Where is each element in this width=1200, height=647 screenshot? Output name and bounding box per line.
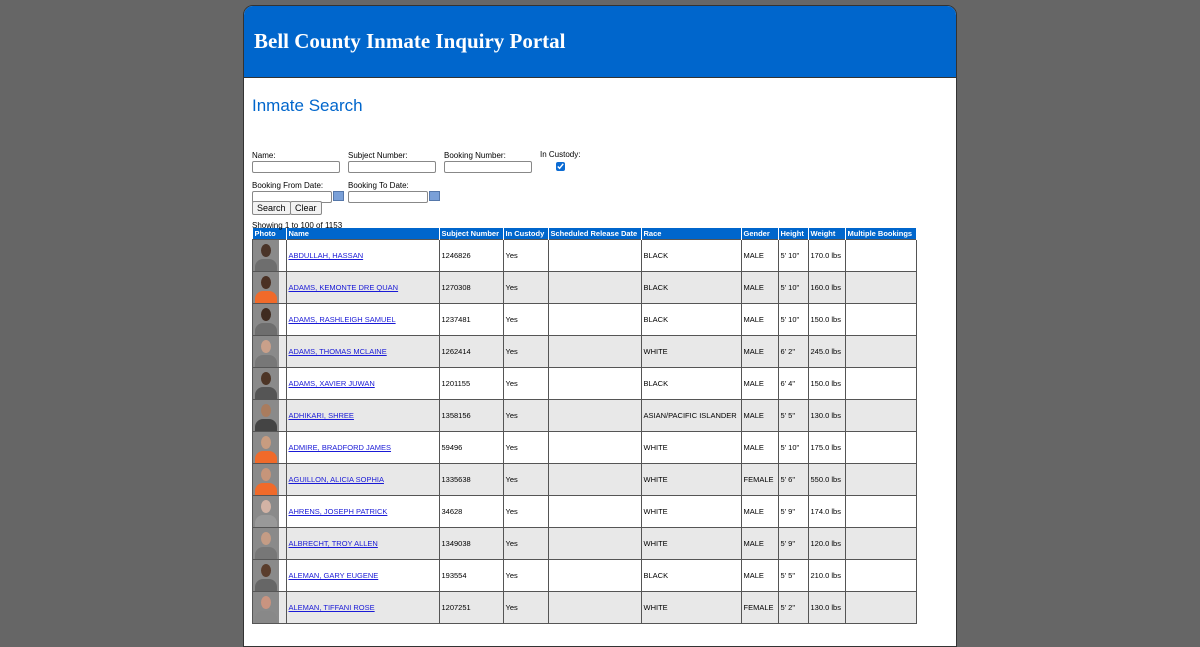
race-cell bbox=[641, 240, 741, 272]
race-cell bbox=[641, 272, 741, 304]
height-cell bbox=[778, 336, 808, 368]
subject-cell bbox=[439, 368, 503, 400]
subject-value: 59496 bbox=[441, 443, 463, 452]
head bbox=[261, 596, 271, 609]
photo-cell bbox=[253, 432, 287, 464]
custody-value: Yes bbox=[505, 507, 518, 516]
inmate-name-link[interactable]: ADAMS, XAVIER JUWAN bbox=[288, 379, 375, 388]
release-cell bbox=[548, 528, 641, 560]
photo-cell bbox=[253, 560, 287, 592]
weight-cell bbox=[808, 496, 845, 528]
inmate-name-link[interactable]: ALEMAN, GARY EUGENE bbox=[288, 571, 379, 580]
custody-value: Yes bbox=[505, 379, 518, 388]
race-value: ASIAN/PACIFIC ISLANDER bbox=[643, 411, 737, 420]
weight-value: 245.0 lbs bbox=[810, 347, 841, 356]
inmate-name-link[interactable]: AGUILLON, ALICIA SOPHIA bbox=[288, 475, 384, 484]
table-row bbox=[253, 528, 917, 560]
head bbox=[261, 340, 271, 353]
subject-cell bbox=[439, 528, 503, 560]
subject-value: 1358156 bbox=[441, 411, 471, 420]
weight-value: 175.0 lbs bbox=[810, 443, 841, 452]
inmate-name-link[interactable]: ABDULLAH, HASSAN bbox=[288, 251, 364, 260]
inmate-name-link[interactable]: ADAMS, RASHLEIGH SAMUEL bbox=[288, 315, 396, 324]
photo-cell bbox=[253, 368, 287, 400]
column-header: Name bbox=[286, 228, 439, 240]
weight-cell bbox=[808, 400, 845, 432]
in-custody-checkbox[interactable] bbox=[556, 162, 565, 171]
subject-cell bbox=[439, 400, 503, 432]
header-banner bbox=[244, 6, 956, 78]
calendar-icon[interactable] bbox=[333, 191, 344, 201]
weight-cell bbox=[808, 336, 845, 368]
subject-number-label: Subject Number: bbox=[348, 151, 408, 160]
gender-cell bbox=[741, 240, 778, 272]
inmate-photo[interactable] bbox=[253, 304, 279, 335]
inmate-photo[interactable] bbox=[253, 368, 279, 399]
gender-cell bbox=[741, 400, 778, 432]
head bbox=[261, 308, 271, 321]
gender-value: MALE bbox=[743, 571, 764, 580]
inmate-photo[interactable] bbox=[253, 272, 279, 303]
booking-to-date-input[interactable] bbox=[348, 191, 428, 203]
subject-value: 193554 bbox=[441, 571, 467, 580]
weight-cell bbox=[808, 272, 845, 304]
multiple-cell bbox=[845, 400, 916, 432]
height-value: 5' 9" bbox=[780, 507, 796, 516]
multiple-cell bbox=[845, 368, 916, 400]
inmate-name-link[interactable]: ADMIRE, BRADFORD JAMES bbox=[288, 443, 392, 452]
name-cell bbox=[286, 336, 439, 368]
inmate-photo[interactable] bbox=[253, 496, 279, 527]
race-value: BLACK bbox=[643, 379, 669, 388]
name-cell bbox=[286, 432, 439, 464]
subject-value: 1335638 bbox=[441, 475, 471, 484]
gender-cell bbox=[741, 272, 778, 304]
shirt bbox=[255, 451, 277, 463]
weight-value: 150.0 lbs bbox=[810, 379, 841, 388]
table-row bbox=[253, 240, 917, 272]
in-custody-label: In Custody: bbox=[540, 150, 581, 159]
race-cell bbox=[641, 560, 741, 592]
subject-cell bbox=[439, 336, 503, 368]
multiple-cell bbox=[845, 592, 916, 624]
race-cell bbox=[641, 336, 741, 368]
weight-value: 120.0 lbs bbox=[810, 539, 841, 548]
gender-value: MALE bbox=[743, 347, 764, 356]
photo-cell bbox=[253, 272, 287, 304]
shirt bbox=[255, 387, 277, 399]
name-input[interactable] bbox=[252, 161, 340, 173]
custody-value: Yes bbox=[505, 475, 518, 484]
shirt bbox=[255, 515, 277, 527]
gender-cell bbox=[741, 464, 778, 496]
photo-cell bbox=[253, 336, 287, 368]
inmate-photo[interactable] bbox=[253, 592, 279, 623]
weight-value: 130.0 lbs bbox=[810, 411, 841, 420]
custody-cell bbox=[503, 368, 548, 400]
multiple-cell bbox=[845, 304, 916, 336]
custody-cell bbox=[503, 560, 548, 592]
weight-cell bbox=[808, 240, 845, 272]
weight-value: 150.0 lbs bbox=[810, 315, 841, 324]
shirt bbox=[255, 483, 277, 495]
multiple-cell bbox=[845, 464, 916, 496]
column-header: Race bbox=[641, 228, 741, 240]
inmate-name-link[interactable]: ADAMS, KEMONTE DRE QUAN bbox=[288, 283, 399, 292]
release-cell bbox=[548, 560, 641, 592]
head bbox=[261, 244, 271, 257]
height-value: 5' 6" bbox=[780, 475, 796, 484]
gender-cell bbox=[741, 528, 778, 560]
column-header: Subject Number bbox=[439, 228, 503, 240]
custody-value: Yes bbox=[505, 603, 518, 612]
column-header: In Custody bbox=[503, 228, 548, 240]
name-label: Name: bbox=[252, 151, 276, 160]
race-value: WHITE bbox=[643, 475, 668, 484]
search-heading: Inmate Search bbox=[252, 96, 363, 115]
table-row bbox=[253, 464, 917, 496]
subject-value: 1246826 bbox=[441, 251, 471, 260]
inmate-name-link[interactable]: ALEMAN, TIFFANI ROSE bbox=[288, 603, 375, 612]
race-cell bbox=[641, 368, 741, 400]
race-value: WHITE bbox=[643, 443, 668, 452]
weight-value: 174.0 lbs bbox=[810, 507, 841, 516]
shirt bbox=[255, 611, 277, 623]
multiple-cell bbox=[845, 560, 916, 592]
photo-cell bbox=[253, 496, 287, 528]
weight-cell bbox=[808, 304, 845, 336]
custody-cell bbox=[503, 400, 548, 432]
inmate-photo[interactable] bbox=[253, 432, 279, 463]
inmate-name-link[interactable]: ALBRECHT, TROY ALLEN bbox=[288, 539, 378, 548]
table-row bbox=[253, 496, 917, 528]
height-cell bbox=[778, 304, 808, 336]
booking-number-input[interactable] bbox=[444, 161, 532, 173]
subject-value: 34628 bbox=[441, 507, 463, 516]
race-cell bbox=[641, 432, 741, 464]
gender-cell bbox=[741, 304, 778, 336]
height-cell bbox=[778, 368, 808, 400]
head bbox=[261, 500, 271, 513]
head bbox=[261, 532, 271, 545]
head bbox=[261, 372, 271, 385]
table-row bbox=[253, 336, 917, 368]
subject-cell bbox=[439, 560, 503, 592]
custody-value: Yes bbox=[505, 283, 518, 292]
gender-value: MALE bbox=[743, 539, 764, 548]
name-cell bbox=[286, 560, 439, 592]
release-cell bbox=[548, 432, 641, 464]
height-cell bbox=[778, 560, 808, 592]
race-value: BLACK bbox=[643, 315, 669, 324]
gender-value: MALE bbox=[743, 507, 764, 516]
table-row bbox=[253, 368, 917, 400]
race-value: BLACK bbox=[643, 251, 669, 260]
release-cell bbox=[548, 592, 641, 624]
race-value: WHITE bbox=[643, 539, 668, 548]
subject-cell bbox=[439, 432, 503, 464]
multiple-cell bbox=[845, 272, 916, 304]
multiple-cell bbox=[845, 528, 916, 560]
release-cell bbox=[548, 240, 641, 272]
subject-value: 1349038 bbox=[441, 539, 471, 548]
height-cell bbox=[778, 432, 808, 464]
race-value: WHITE bbox=[643, 347, 668, 356]
subject-cell bbox=[439, 464, 503, 496]
photo-cell bbox=[253, 400, 287, 432]
subject-value: 1237481 bbox=[441, 315, 471, 324]
inmate-photo[interactable] bbox=[253, 400, 279, 431]
name-cell bbox=[286, 464, 439, 496]
height-cell bbox=[778, 240, 808, 272]
search-button[interactable]: Search bbox=[252, 201, 291, 215]
height-value: 5' 10" bbox=[780, 315, 800, 324]
subject-value: 1201155 bbox=[441, 379, 471, 388]
race-value: WHITE bbox=[643, 507, 668, 516]
custody-value: Yes bbox=[505, 411, 518, 420]
weight-value: 550.0 lbs bbox=[810, 475, 841, 484]
multiple-cell bbox=[845, 496, 916, 528]
results-count: Showing 1 to 100 of 1153 bbox=[252, 221, 343, 230]
photo-cell bbox=[253, 528, 287, 560]
custody-cell bbox=[503, 528, 548, 560]
height-value: 6' 2" bbox=[780, 347, 796, 356]
custody-cell bbox=[503, 432, 548, 464]
height-cell bbox=[778, 592, 808, 624]
head bbox=[261, 468, 271, 481]
table-row bbox=[253, 272, 917, 304]
head bbox=[261, 404, 271, 417]
booking-number-label: Booking Number: bbox=[444, 151, 506, 160]
inmate-table bbox=[252, 228, 917, 624]
column-header: Photo bbox=[253, 228, 287, 240]
height-value: 5' 10" bbox=[780, 251, 800, 260]
name-cell bbox=[286, 368, 439, 400]
photo-cell bbox=[253, 304, 287, 336]
name-cell bbox=[286, 272, 439, 304]
custody-cell bbox=[503, 304, 548, 336]
release-cell bbox=[548, 464, 641, 496]
custody-value: Yes bbox=[505, 347, 518, 356]
inmate-name-link[interactable]: ADHIKARI, SHREE bbox=[288, 411, 354, 420]
shirt bbox=[255, 547, 277, 559]
gender-cell bbox=[741, 560, 778, 592]
height-value: 5' 2" bbox=[780, 603, 796, 612]
release-cell bbox=[548, 368, 641, 400]
custody-value: Yes bbox=[505, 315, 518, 324]
height-value: 5' 5" bbox=[780, 411, 796, 420]
gender-value: MALE bbox=[743, 283, 764, 292]
custody-cell bbox=[503, 272, 548, 304]
table-row bbox=[253, 592, 917, 624]
inmate-name-link[interactable]: AHRENS, JOSEPH PATRICK bbox=[288, 507, 388, 516]
custody-value: Yes bbox=[505, 539, 518, 548]
custody-cell bbox=[503, 336, 548, 368]
inmate-photo[interactable] bbox=[253, 464, 279, 495]
subject-cell bbox=[439, 272, 503, 304]
weight-cell bbox=[808, 368, 845, 400]
release-cell bbox=[548, 272, 641, 304]
height-value: 5' 10" bbox=[780, 283, 800, 292]
weight-cell bbox=[808, 464, 845, 496]
name-cell bbox=[286, 240, 439, 272]
race-cell bbox=[641, 400, 741, 432]
weight-cell bbox=[808, 432, 845, 464]
photo-cell bbox=[253, 240, 287, 272]
subject-value: 1270308 bbox=[441, 283, 471, 292]
inmate-photo[interactable] bbox=[253, 560, 279, 591]
photo-cell bbox=[253, 592, 287, 624]
inmate-photo[interactable] bbox=[253, 528, 279, 559]
height-value: 5' 9" bbox=[780, 539, 796, 548]
head bbox=[261, 436, 271, 449]
custody-value: Yes bbox=[505, 251, 518, 260]
subject-value: 1207251 bbox=[441, 603, 471, 612]
head bbox=[261, 564, 271, 577]
table-row bbox=[253, 432, 917, 464]
gender-value: MALE bbox=[743, 379, 764, 388]
height-cell bbox=[778, 528, 808, 560]
portal-page bbox=[243, 5, 957, 647]
shirt bbox=[255, 259, 277, 271]
custody-value: Yes bbox=[505, 571, 518, 580]
name-cell bbox=[286, 528, 439, 560]
gender-cell bbox=[741, 432, 778, 464]
booking-from-date-label: Booking From Date: bbox=[252, 181, 324, 190]
shirt bbox=[255, 291, 277, 303]
gender-value: MALE bbox=[743, 443, 764, 452]
weight-value: 130.0 lbs bbox=[810, 603, 841, 612]
table-row bbox=[253, 400, 917, 432]
custody-value: Yes bbox=[505, 443, 518, 452]
name-cell bbox=[286, 496, 439, 528]
race-cell bbox=[641, 464, 741, 496]
table-row bbox=[253, 304, 917, 336]
race-cell bbox=[641, 496, 741, 528]
height-cell bbox=[778, 400, 808, 432]
race-value: BLACK bbox=[643, 283, 669, 292]
custody-cell bbox=[503, 240, 548, 272]
gender-value: MALE bbox=[743, 251, 764, 260]
multiple-cell bbox=[845, 432, 916, 464]
weight-cell bbox=[808, 592, 845, 624]
portal-title: Bell County Inmate Inquiry Portal bbox=[254, 29, 566, 53]
height-value: 6' 4" bbox=[780, 379, 796, 388]
inmate-name-link[interactable]: ADAMS, THOMAS MCLAINE bbox=[288, 347, 387, 356]
column-header: Weight bbox=[808, 228, 845, 240]
race-cell bbox=[641, 528, 741, 560]
gender-cell bbox=[741, 496, 778, 528]
multiple-cell bbox=[845, 336, 916, 368]
name-cell bbox=[286, 592, 439, 624]
gender-value: MALE bbox=[743, 411, 764, 420]
height-value: 5' 5" bbox=[780, 571, 796, 580]
subject-cell bbox=[439, 304, 503, 336]
shirt bbox=[255, 419, 277, 431]
release-cell bbox=[548, 304, 641, 336]
table-row bbox=[253, 560, 917, 592]
gender-value: MALE bbox=[743, 315, 764, 324]
race-value: WHITE bbox=[643, 603, 668, 612]
shirt bbox=[255, 355, 277, 367]
search-form bbox=[252, 116, 948, 230]
subject-cell bbox=[439, 592, 503, 624]
column-header: Height bbox=[778, 228, 808, 240]
race-value: BLACK bbox=[643, 571, 669, 580]
subject-value: 1262414 bbox=[441, 347, 471, 356]
release-cell bbox=[548, 496, 641, 528]
inmate-photo[interactable] bbox=[253, 336, 279, 367]
column-header: Multiple Bookings bbox=[845, 228, 916, 240]
weight-cell bbox=[808, 560, 845, 592]
custody-cell bbox=[503, 592, 548, 624]
gender-cell bbox=[741, 592, 778, 624]
height-value: 5' 10" bbox=[780, 443, 800, 452]
weight-cell bbox=[808, 528, 845, 560]
height-cell bbox=[778, 496, 808, 528]
inmate-photo[interactable] bbox=[253, 240, 279, 271]
release-cell bbox=[548, 400, 641, 432]
column-header: Gender bbox=[741, 228, 778, 240]
head bbox=[261, 276, 271, 289]
custody-cell bbox=[503, 496, 548, 528]
gender-value: FEMALE bbox=[743, 475, 774, 484]
gender-value: FEMALE bbox=[743, 603, 774, 612]
weight-value: 170.0 lbs bbox=[810, 251, 841, 260]
race-cell bbox=[641, 592, 741, 624]
column-header: Scheduled Release Date bbox=[548, 228, 641, 240]
weight-value: 160.0 lbs bbox=[810, 283, 841, 292]
photo-cell bbox=[253, 464, 287, 496]
weight-value: 210.0 lbs bbox=[810, 571, 841, 580]
race-cell bbox=[641, 304, 741, 336]
name-cell bbox=[286, 304, 439, 336]
subject-cell bbox=[439, 240, 503, 272]
subject-number-input[interactable] bbox=[348, 161, 436, 173]
release-cell bbox=[548, 336, 641, 368]
shirt bbox=[255, 579, 277, 591]
custody-cell bbox=[503, 464, 548, 496]
gender-cell bbox=[741, 368, 778, 400]
gender-cell bbox=[741, 336, 778, 368]
shirt bbox=[255, 323, 277, 335]
height-cell bbox=[778, 272, 808, 304]
booking-to-date-label: Booking To Date: bbox=[348, 181, 409, 190]
height-cell bbox=[778, 464, 808, 496]
multiple-cell bbox=[845, 240, 916, 272]
clear-button[interactable]: Clear bbox=[290, 201, 322, 215]
subject-cell bbox=[439, 496, 503, 528]
name-cell bbox=[286, 400, 439, 432]
calendar-icon[interactable] bbox=[429, 191, 440, 201]
